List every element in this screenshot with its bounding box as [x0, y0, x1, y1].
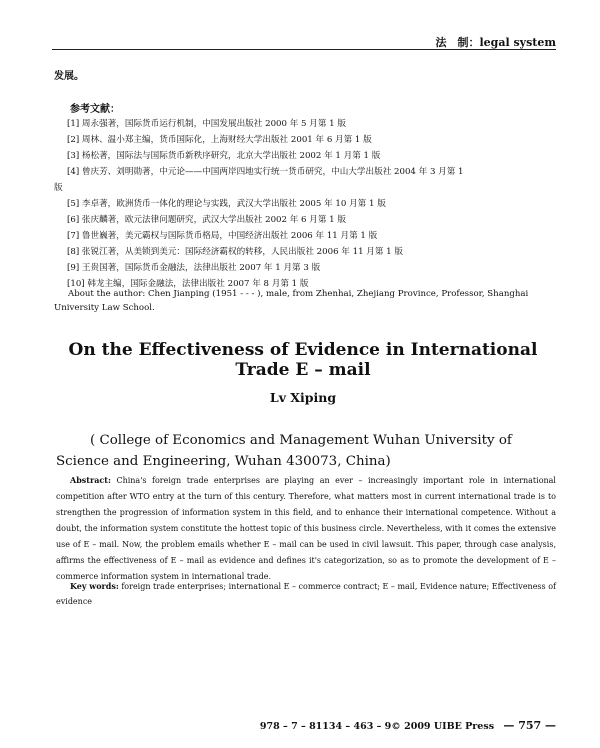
reference-item: [5] 李卓著，欧洲货币一体化的理论与实践，武汉大学出版社 2005 年 10 月第 1 版	[67, 199, 386, 209]
reference-item: [7] 鲁世巍著，美元霸权与国际货币格局，中国经济出版社 2006 年 11 月第 1 版	[67, 231, 378, 241]
article-title: On the Effectiveness of Evidence in International Trade E – mail	[68, 340, 538, 380]
footer-isbn: 978 – 7 – 81134 – 463 – 9© 2009 UIBE Press	[259, 721, 495, 732]
about-author-text: About the author: Chen Jianping (1951 - - - ), male, from Zhenhai, Zhejiang Province, Professor, Shanghai University Law School.	[54, 289, 529, 313]
page-footer	[260, 719, 556, 732]
abstract-paragraph	[56, 472, 556, 585]
keywords-text: foreign trade enterprises; international E – commerce contract; E – mail, Evidence nature; Effectiveness of evidence	[56, 582, 556, 606]
about-author	[54, 287, 556, 315]
reference-item: [9] 王贵国著，国际货币金融法，法律出版社 2007 年 1 月第 3 版	[67, 263, 321, 273]
reference-item: [10] 韩龙主编，国际金融法，法律出版社 2007 年 8 月第 1 版	[67, 279, 309, 289]
page-number: — 757 —	[503, 719, 556, 732]
reference-list	[54, 116, 556, 292]
reference-item-continuation: 版	[54, 183, 63, 193]
abstract-text: China's foreign trade enterprises are playing an ever – increasingly important role in international competition after WTO entry at the turn of this century. Therefore, what matters most in current international trade is to strengthen the progression of information system in this field, and to enhance their international competence. Without a doubt, the information system constitute the hottest topic of this business circle. Nevertheless, with it comes the extensive use of E – mail. Now, the problem emails whether E – mail can be used in civil lawsuit. This paper, through case analysis, affirms the effectiveness of E – mail as evidence and defines it's categorization, so as to promote the development of E – commerce information system in international trade.	[56, 476, 556, 581]
reference-item: [1] 周永强著，国际货币运行机制，中国发展出版社 2000 年 5 月第 1 版	[67, 119, 346, 129]
abstract	[56, 472, 556, 585]
header-rule	[52, 49, 556, 50]
author-affiliation	[56, 430, 556, 472]
reference-item: [3] 杨松著，国际法与国际货币新秩序研究，北京大学出版社 2002 年 1 月第 1 版	[67, 151, 381, 161]
keywords	[56, 579, 556, 609]
reference-item: [4] 曾庆芳、刘明勋著，中元论——中国两岸四地实行统一货币研究，中山大学出版社 2004 年 3 月第 1	[67, 167, 464, 177]
continuation-text: 发展。	[54, 71, 84, 82]
article-author: Lv Xiping	[269, 390, 337, 405]
running-header: 法 制：legal system	[435, 36, 556, 49]
keywords-label: Key words:	[70, 581, 119, 591]
affiliation-text: ( College of Economics and Management Wuhan University of Science and Engineering, Wuhan 430073, China)	[56, 433, 512, 469]
reference-item: [2] 周林、温小郑主编，货币国际化，上海财经大学出版社 2001 年 6 月第 1 版	[67, 135, 372, 145]
keywords-paragraph	[56, 579, 556, 609]
reference-item: [6] 张庆麟著，欧元法律问题研究，武汉大学出版社 2002 年 6 月第 1 版	[67, 215, 346, 225]
reference-item: [8] 张锐江著，从美锁到美元：国际经济霸权的转移，人民出版社 2006 年 11 月第 1 版	[67, 247, 403, 257]
references-title: 参考文献：	[70, 104, 120, 115]
abstract-label: Abstract:	[70, 475, 111, 485]
